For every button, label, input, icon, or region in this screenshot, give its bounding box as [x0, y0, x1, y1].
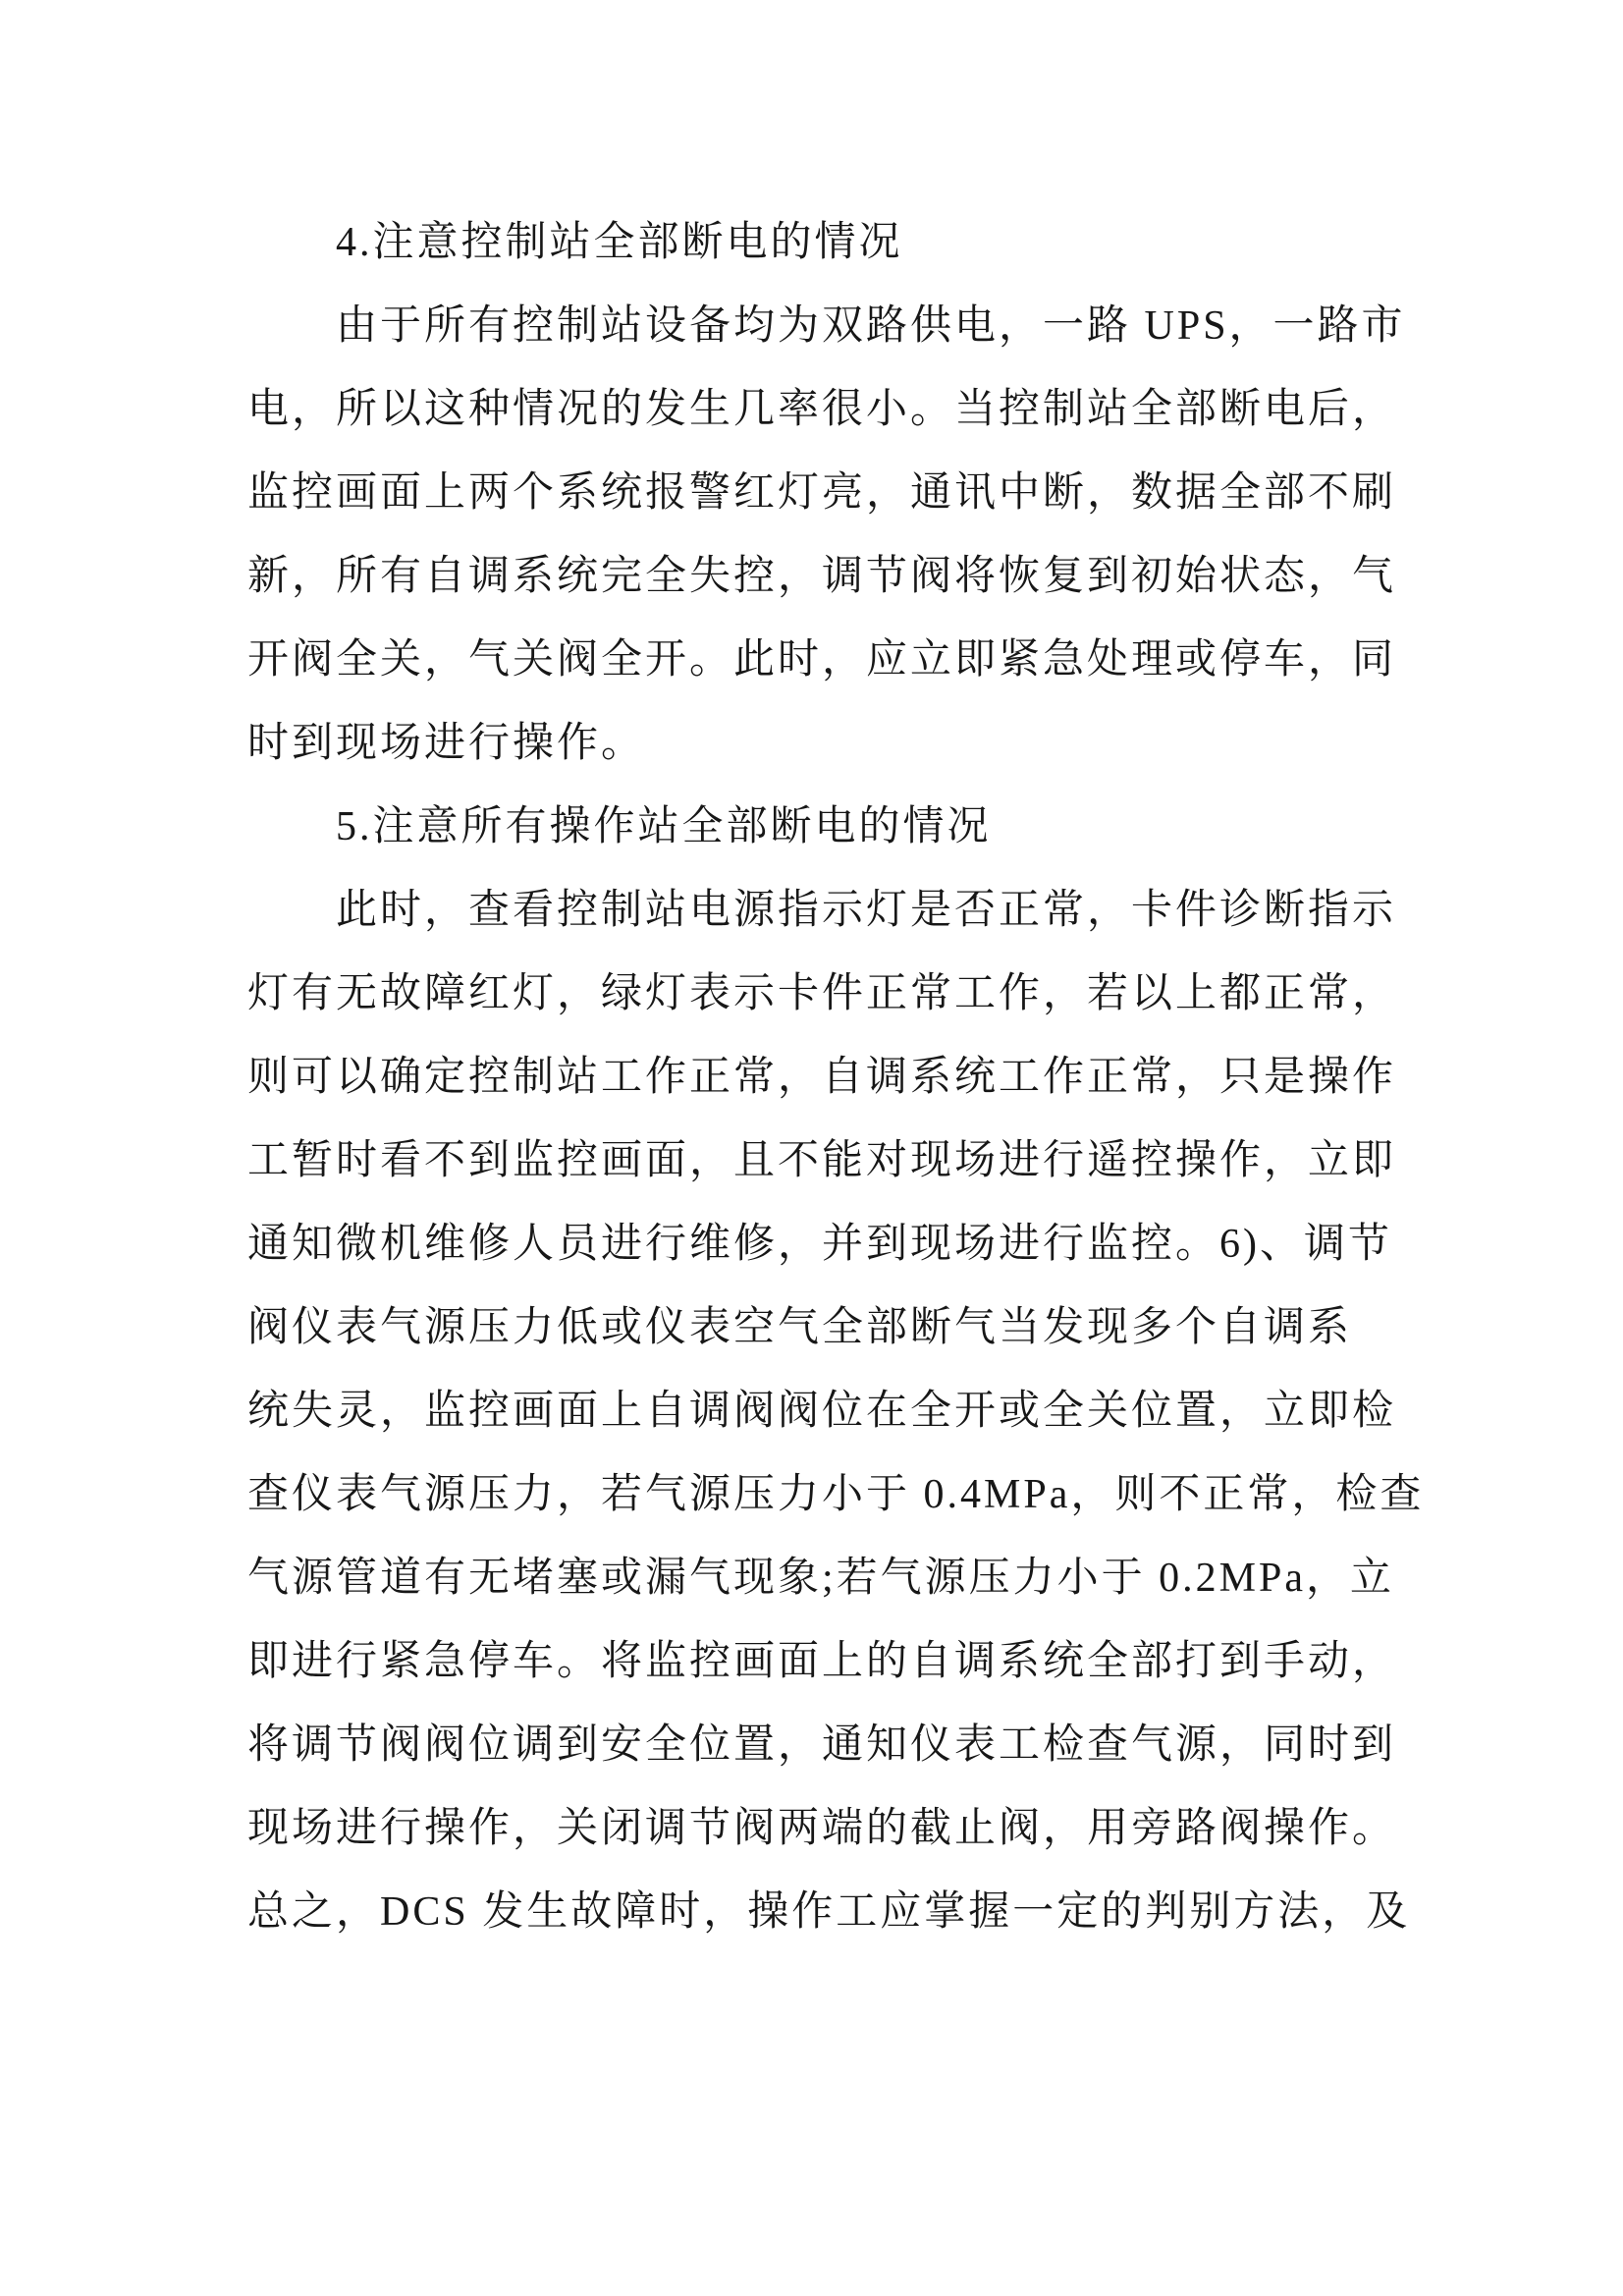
- text-line: 时到现场进行操作。: [247, 721, 646, 766]
- text-line: 新，所有自调系统完全失控，调节阀将恢复到初始状态，气: [247, 554, 1397, 599]
- text-line: 4.注意控制站全部断电的情况: [336, 220, 903, 265]
- text-line: 灯有无故障红灯，绿灯表示卡件正常工作，若以上都正常，: [247, 971, 1397, 1016]
- text-line: 总之，DCS 发生故障时，操作工应掌握一定的判别方法，及: [247, 1889, 1411, 1935]
- text-line: 开阀全关，气关阀全开。此时，应立即紧急处理或停车，同: [247, 637, 1397, 683]
- text-line: 查仪表气源压力，若气源压力小于 0.4MPa，则不正常，检查: [247, 1472, 1425, 1517]
- text-line: 将调节阀阀位调到安全位置，通知仪表工检查气源，同时到: [247, 1722, 1397, 1768]
- text-line: 现场进行操作，关闭调节阀两端的截止阀，用旁路阀操作。: [247, 1806, 1397, 1851]
- text-line: 工暂时看不到监控画面，且不能对现场进行遥控操作，立即: [247, 1138, 1397, 1183]
- text-line: 5.注意所有操作站全部断电的情况: [336, 804, 992, 849]
- text-block: [247, 201, 1465, 1954]
- text-line: 即进行紧急停车。将监控画面上的自调系统全部打到手动，: [247, 1639, 1397, 1684]
- text-line: 此时，查看控制站电源指示灯是否正常，卡件诊断指示: [336, 888, 1397, 933]
- text-line: 阀仪表气源压力低或仪表空气全部断气当发现多个自调系: [247, 1305, 1353, 1350]
- text-line: 统失灵，监控画面上自调阀阀位在全开或全关位置，立即检: [247, 1389, 1397, 1434]
- text-line: 由于所有控制站设备均为双路供电，一路 UPS，一路市: [336, 303, 1406, 349]
- text-line: 则可以确定控制站工作正常，自调系统工作正常，只是操作: [247, 1055, 1397, 1100]
- text-line: 气源管道有无堵塞或漏气现象;若气源压力小于 0.2MPa，立: [247, 1556, 1395, 1601]
- text-line: 电，所以这种情况的发生几率很小。当控制站全部断电后，: [247, 387, 1397, 432]
- text-line: 监控画面上两个系统报警红灯亮，通讯中断，数据全部不刷: [247, 470, 1397, 516]
- text-line: 通知微机维修人员进行维修，并到现场进行监控。6)、调节: [247, 1222, 1392, 1267]
